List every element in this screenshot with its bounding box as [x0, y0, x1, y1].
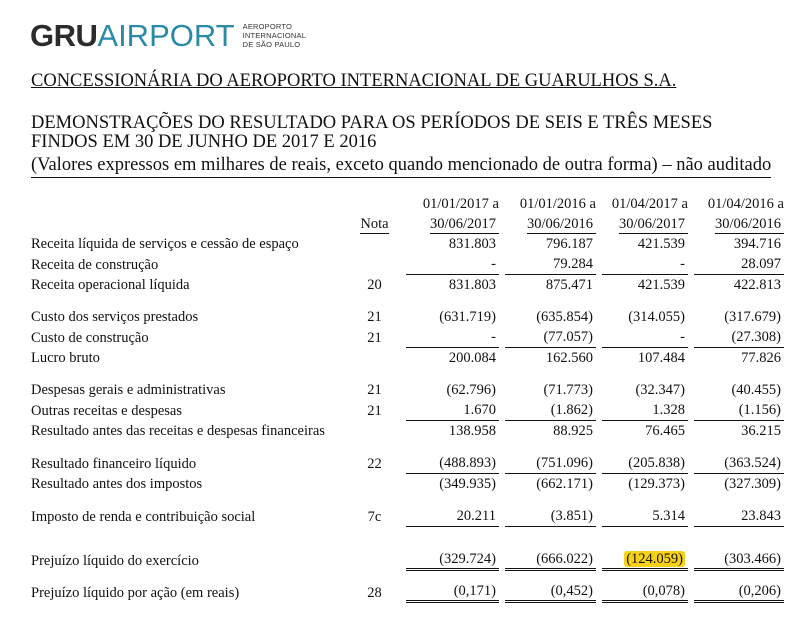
value-text: 76.465	[645, 423, 685, 439]
value-text: (0,171)	[406, 583, 499, 603]
value-text: (1.862)	[505, 400, 596, 421]
value-text: (1.156)	[694, 400, 784, 421]
row-value	[688, 400, 784, 421]
value-text: 394.716	[733, 236, 781, 252]
value-text: (32.347)	[635, 382, 685, 398]
row-label: Custo dos serviços prestados	[31, 309, 199, 325]
row-nota	[349, 234, 400, 254]
row-value	[499, 234, 596, 254]
value-text: (751.096)	[505, 453, 596, 474]
row-value	[688, 551, 784, 571]
value-text: 79.284	[505, 254, 596, 275]
table-row	[31, 234, 784, 254]
row-value	[596, 551, 688, 571]
row-value	[499, 474, 596, 494]
period-to-text: 30/06/2016	[715, 215, 784, 234]
value-text: (349.935)	[439, 476, 496, 492]
logo-airport: AIRPORT	[97, 18, 235, 53]
row-label: Receita operacional líquida	[31, 277, 190, 293]
row-label: Prejuízo líquido por ação (em reais)	[31, 585, 240, 601]
value-text: 831.803	[448, 236, 496, 252]
period-to-text: 30/06/2016	[527, 215, 596, 234]
value-text: (488.893)	[406, 453, 499, 474]
row-nota: 21	[367, 309, 382, 325]
row-label: Receita de construção	[31, 257, 159, 273]
row-nota	[349, 348, 400, 368]
value-text: 796.187	[545, 236, 593, 252]
period-from: 01/04/2016 a	[707, 196, 784, 212]
logo-sub-line: AEROPORTO	[242, 22, 293, 31]
row-value	[400, 506, 499, 527]
value-text: -	[406, 254, 499, 275]
value-text: (303.466)	[694, 551, 784, 571]
value-text: 23.843	[694, 506, 784, 527]
table-row	[31, 327, 784, 348]
value-text: 1.328	[602, 400, 688, 421]
row-value	[499, 551, 596, 571]
row-value	[688, 275, 784, 295]
row-value	[499, 400, 596, 421]
value-text: (77.057)	[505, 327, 596, 348]
row-value	[596, 275, 688, 295]
value-text: -	[602, 327, 688, 348]
table-row	[31, 348, 784, 368]
row-value	[688, 380, 784, 400]
value-text: -	[602, 254, 688, 275]
value-text: (40.455)	[731, 382, 781, 398]
row-value	[596, 327, 688, 348]
logo-sub-line: DE SÃO PAULO	[242, 40, 301, 49]
row-value	[688, 307, 784, 327]
row-value	[688, 474, 784, 494]
row-value	[499, 421, 596, 441]
value-text: 107.484	[637, 350, 685, 366]
value-text: 36.215	[741, 423, 781, 439]
value-text: 77.826	[741, 350, 781, 366]
row-value	[400, 327, 499, 348]
row-value	[688, 234, 784, 254]
table-row	[31, 307, 784, 327]
row-label: Lucro bruto	[31, 350, 100, 366]
value-text: (62.796)	[446, 382, 496, 398]
row-nota: 7c	[367, 509, 382, 525]
row-value	[499, 307, 596, 327]
company-name: CONCESSIONÁRIA DO AEROPORTO INTERNACIONAL DE GUARULHOS S.A.	[31, 71, 677, 91]
table-header-row	[31, 214, 784, 234]
period-to	[400, 214, 499, 234]
row-value	[688, 583, 784, 603]
row-value	[400, 348, 499, 368]
value-text: (329.724)	[406, 551, 499, 571]
table-row	[31, 583, 784, 603]
value-text: (635.854)	[536, 309, 593, 325]
value-text: (0,206)	[694, 583, 784, 603]
value-text: (0,452)	[505, 583, 596, 603]
value-text	[602, 551, 688, 571]
value-text: -	[406, 327, 499, 348]
logo-sub-line: INTERNACIONAL	[242, 31, 307, 40]
value-text: (3.851)	[505, 506, 596, 527]
value-text: 421.539	[637, 236, 685, 252]
row-value	[499, 506, 596, 527]
row-nota	[349, 551, 400, 571]
row-value	[499, 453, 596, 474]
row-label: Despesas gerais e administrativas	[31, 382, 226, 398]
value-text: 422.813	[733, 277, 781, 293]
value-text: 20.211	[406, 506, 499, 527]
row-label: Imposto de renda e contribuição social	[31, 509, 256, 525]
table-row	[31, 275, 784, 295]
nota-header-text: Nota	[360, 216, 389, 232]
row-value	[499, 254, 596, 275]
row-value	[596, 254, 688, 275]
table-row	[31, 474, 784, 494]
value-text: (71.773)	[543, 382, 593, 398]
logo-gru: GRU	[30, 18, 98, 53]
statement-title-line: FINDOS EM 30 DE JUNHO DE 2017 E 2016	[31, 132, 377, 152]
value-text: 200.084	[448, 350, 496, 366]
statement-title-line: DEMONSTRAÇÕES DO RESULTADO PARA OS PERÍODOS DE SEIS E TRÊS MESES	[31, 113, 713, 133]
row-value	[400, 400, 499, 421]
value-text: 421.539	[637, 277, 685, 293]
row-nota: 28	[367, 585, 382, 601]
value-text: (27.308)	[694, 327, 784, 348]
table-row	[31, 421, 784, 441]
row-value	[400, 254, 499, 275]
value-text: (314.055)	[628, 309, 685, 325]
row-value	[400, 275, 499, 295]
logo-wordmark	[30, 20, 235, 51]
row-nota: 21	[367, 330, 382, 346]
table-header-row	[31, 194, 784, 214]
statement-title	[31, 114, 712, 152]
value-text: 28.097	[694, 254, 784, 275]
value-text: 875.471	[545, 277, 593, 293]
row-value	[596, 453, 688, 474]
period-from: 01/01/2017 a	[422, 196, 499, 212]
gru-airport-logo	[30, 20, 306, 51]
row-value	[688, 421, 784, 441]
row-value	[499, 348, 596, 368]
basis-note: (Valores expressos em milhares de reais, exceto quando mencionado de outra forma) – não auditado	[31, 155, 771, 178]
row-value	[688, 254, 784, 275]
row-value	[688, 348, 784, 368]
row-value	[596, 307, 688, 327]
row-label: Custo de construção	[31, 330, 149, 346]
row-value	[400, 583, 499, 603]
logo-subtitle	[243, 22, 306, 49]
period-to-text: 30/06/2017	[619, 215, 688, 234]
row-value	[499, 380, 596, 400]
value-text: (631.719)	[439, 309, 496, 325]
row-label: Prejuízo líquido do exercício	[31, 553, 199, 569]
value-text: 162.560	[545, 350, 593, 366]
row-nota	[349, 474, 400, 494]
table-row	[31, 506, 784, 527]
value-text: 138.958	[448, 423, 496, 439]
table-row	[31, 453, 784, 474]
value-text: (327.309)	[724, 476, 781, 492]
table-row	[31, 380, 784, 400]
row-value	[499, 327, 596, 348]
row-value	[688, 453, 784, 474]
row-value	[499, 275, 596, 295]
value-text: 1.670	[406, 400, 499, 421]
value-text: 831.803	[448, 277, 496, 293]
value-text: (317.679)	[724, 309, 781, 325]
value-text: 5.314	[602, 506, 688, 527]
table-row	[31, 400, 784, 421]
period-to	[688, 214, 784, 234]
table-row	[31, 551, 784, 571]
row-value	[400, 307, 499, 327]
row-label: Outras receitas e despesas	[31, 403, 182, 419]
income-statement-table	[31, 194, 784, 603]
value-text: (0,078)	[602, 583, 688, 603]
period-to	[596, 214, 688, 234]
row-value	[688, 327, 784, 348]
row-value	[400, 421, 499, 441]
period-to	[499, 214, 596, 234]
row-value	[596, 234, 688, 254]
value-text: (666.022)	[505, 551, 596, 571]
row-nota: 21	[367, 403, 382, 419]
row-value	[400, 234, 499, 254]
period-from: 01/04/2017 a	[611, 196, 688, 212]
value-text: (129.373)	[628, 476, 685, 492]
row-label: Resultado financeiro líquido	[31, 456, 197, 472]
row-nota: 22	[367, 456, 382, 472]
row-value	[596, 348, 688, 368]
nota-header	[349, 214, 400, 234]
value-text: 88.925	[553, 423, 593, 439]
value-text: (363.524)	[694, 453, 784, 474]
row-value	[688, 506, 784, 527]
row-value	[596, 474, 688, 494]
row-value	[596, 400, 688, 421]
value-text: (205.838)	[602, 453, 688, 474]
row-value	[596, 380, 688, 400]
row-label: Resultado antes das receitas e despesas financeiras	[31, 423, 325, 439]
row-nota	[349, 254, 400, 275]
table-row	[31, 254, 784, 275]
row-value	[596, 506, 688, 527]
row-value	[400, 380, 499, 400]
highlighted-value: (124.059)	[626, 551, 683, 567]
row-value	[596, 583, 688, 603]
period-to-text: 30/06/2017	[430, 215, 499, 234]
row-nota	[349, 421, 400, 441]
row-value	[400, 453, 499, 474]
value-text: (662.171)	[536, 476, 593, 492]
row-label: Receita líquida de serviços e cessão de espaço	[31, 236, 299, 252]
row-nota: 20	[367, 277, 382, 293]
row-value	[596, 421, 688, 441]
row-value	[499, 583, 596, 603]
period-from: 01/01/2016 a	[519, 196, 596, 212]
row-nota: 21	[367, 382, 382, 398]
row-value	[400, 551, 499, 571]
row-label: Resultado antes dos impostos	[31, 476, 203, 492]
row-value	[400, 474, 499, 494]
